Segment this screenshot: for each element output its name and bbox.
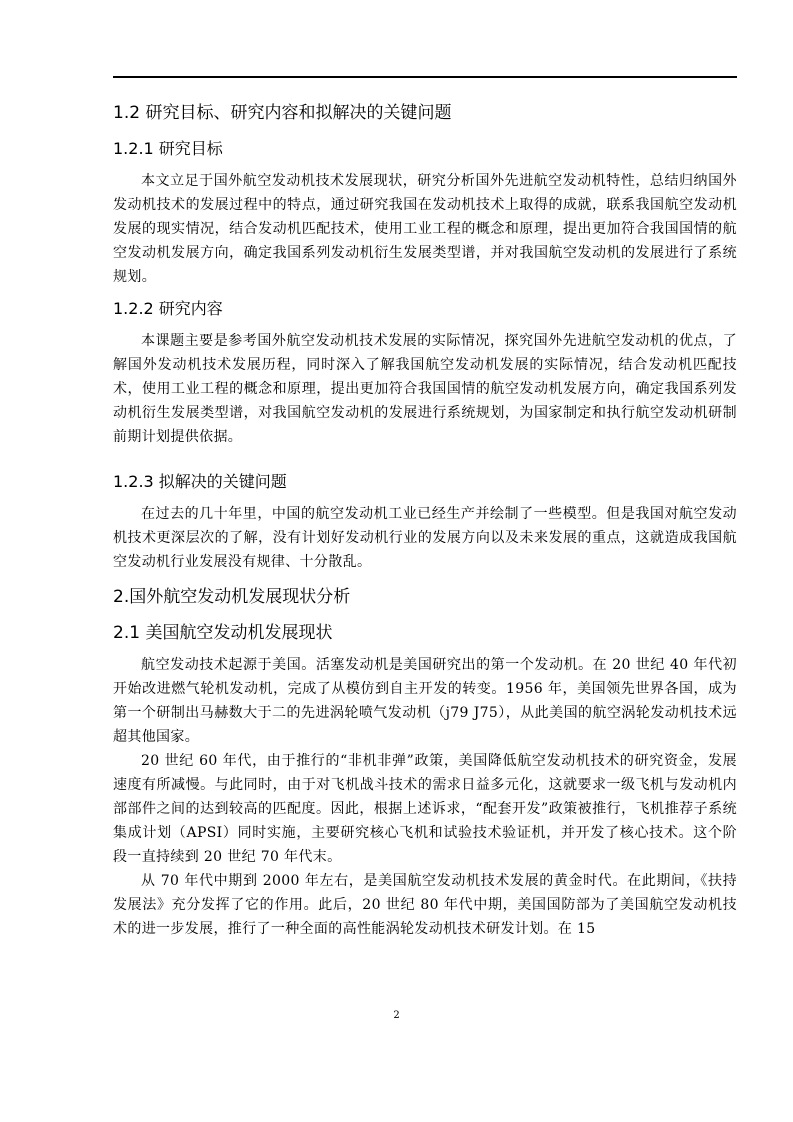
header-rule [113,76,737,78]
paragraph-us-origin: 航空发动技术起源于美国。活塞发动机是美国研究出的第一个发动机。在 20 世纪 40 年代初开始改进燃气轮机发动机，完成了从模仿到自主开发的转变。1956 年，美国领先世界各国，成为第一个研制出马赫数大于二的先进涡轮喷气发动机（j79 J75），从此美国的航空涡轮发动机技术远超其他国家。 [113,657,737,745]
page-number: 2 [393,1010,400,1021]
heading-2-1: 2.1 美国航空发动机发展现状 [113,623,333,643]
heading-1-2-1: 1.2.1 研究目标 [113,139,223,158]
page-content [113,100,737,941]
heading-2: 2.国外航空发动机发展现状分析 [113,587,351,607]
paragraph-us-1960s: 20 世纪 60 年代，由于推行的“非机非弹”政策，美国降低航空发动机技术的研究资金，发展速度有所减慢。与此同时，由于对飞机战斗技术的需求日益多元化，这就要求一级飞机与发动机内部部件之间的达到较高的匹配度。因此，根据上述诉求，“配套开发”政策被推行，飞机推荐子系统集成计划（APSI）同时实施，主要研究核心飞机和试验技术验证机，并开发了核心技术。这个阶段一直持续到 20 世纪 70 年代末。 [113,753,737,865]
paragraph-key-problems: 在过去的几十年里，中国的航空发动机工业已经生产并绘制了一些模型。但是我国对航空发动机技术更深层次的了解，没有计划好发动机行业的发展方向以及未来发展的重点，这就造成我国航空发动机行业发展没有规律、十分散乱。 [113,506,737,570]
heading-1-2: 1.2 研究目标、研究内容和拟解决的关键问题 [113,103,452,123]
paragraph-research-goal: 本文立足于国外航空发动机技术发展现状，研究分析国外先进航空发动机特性，总结归纳国外发动机技术的发展过程中的特点，通过研究我国在发动机技术上取得的成就，联系我国航空发动机发展的现实情况，结合发动机匹配技术，使用工业工程的概念和原理，提出更加符合我国国情的航空发动机发展方向，确定我国系列发动机衍生发展类型谱，并对我国航空发动机的发展进行了系统规划。 [113,173,737,285]
paragraph-us-golden-age: 从 70 年代中期到 2000 年左右，是美国航空发动机技术发展的黄金时代。在此期间，《扶持发展法》充分发挥了它的作用。此后，20 世纪 80 年代中期，美国国防部为了美国航空发动机技术的进一步发展，推行了一种全面的高性能涡轮发动机技术研发计划。在 15 [113,873,737,937]
heading-1-2-3: 1.2.3 拟解决的关键问题 [113,472,287,491]
paragraph-research-content: 本课题主要是参考国外航空发动机技术发展的实际情况，探究国外先进航空发动机的优点，了解国外发动机技术发展历程，同时深入了解我国航空发动机发展的实际情况，结合发动机匹配技术，使用工业工程的概念和原理，提出更加符合我国国情的航空发动机发展方向，确定我国系列发动机衍生发展类型谱，对我国航空发动机的发展进行系统规划，为国家制定和执行航空发动机研制前期计划提供依据。 [113,333,737,445]
heading-1-2-2: 1.2.2 研究内容 [113,299,223,318]
